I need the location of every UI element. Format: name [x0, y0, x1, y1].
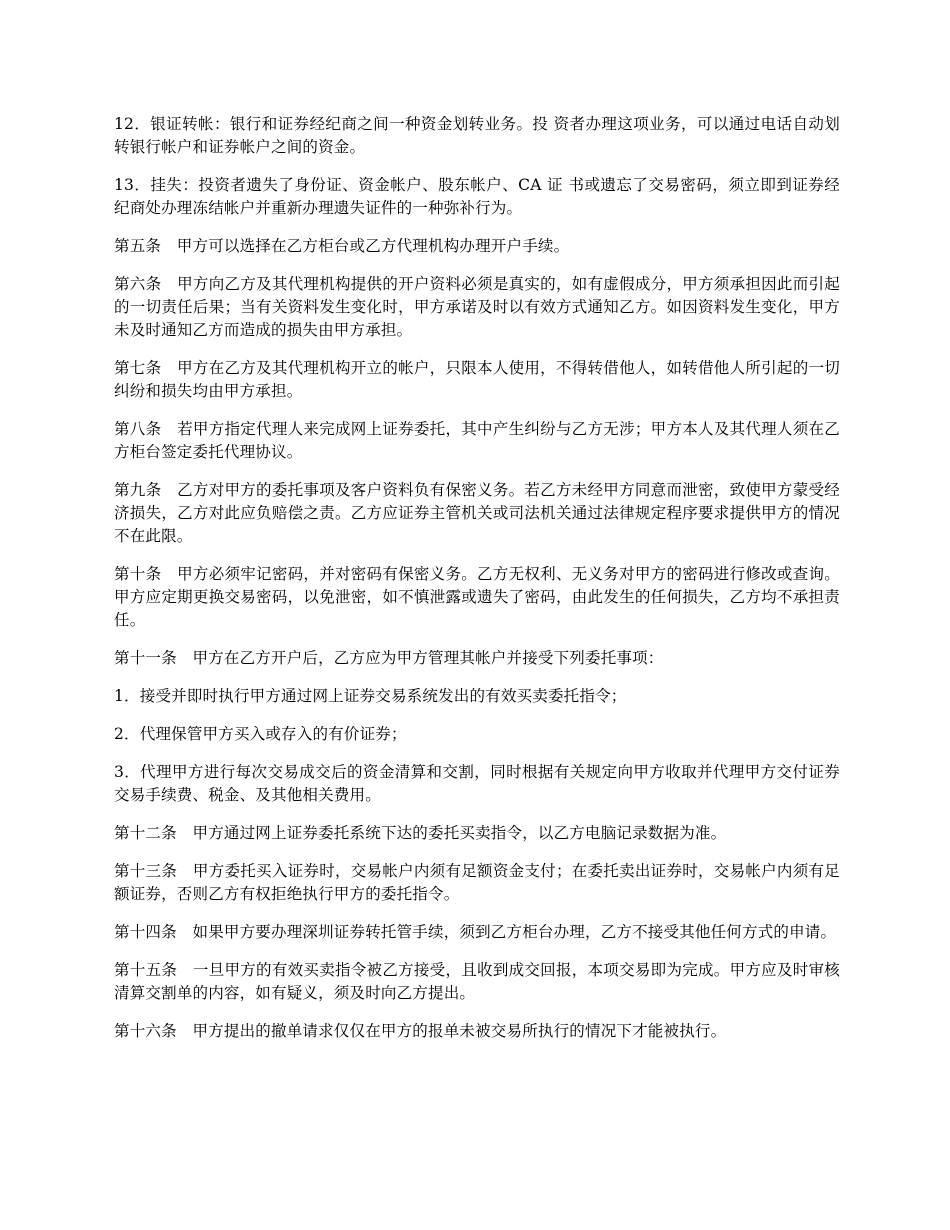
- paragraph-list-item-3: 3．代理甲方进行每次交易成交后的资金清算和交割，同时根据有关规定向甲方收取并代理甲方交付证券交易手续费、税金、及其他相关费用。: [114, 763, 840, 804]
- paragraph-article-14: 第十四条 如果甲方要办理深圳证券转托管手续，须到乙方柜台办理，乙方不接受其他任何方式的申请。: [114, 923, 837, 941]
- paragraph-list-item-2: 2．代理保管甲方买入或存入的有价证券；: [114, 725, 407, 743]
- paragraph-article-8: 第八条 若甲方指定代理人来完成网上证券委托，其中产生纠纷与乙方无涉；甲方本人及其代理人须在乙方柜台签定委托代理协议。: [114, 420, 840, 461]
- paragraph-article-5: 第五条 甲方可以选择在乙方柜台或乙方代理机构办理开户手续。: [114, 237, 570, 255]
- paragraph-article-7: 第七条 甲方在乙方及其代理机构开立的帐户，只限本人使用，不得转借他人，如转借他人所引起的一切纠纷和损失均由甲方承担。: [114, 359, 840, 400]
- paragraph-list-item-1: 1．接受并即时执行甲方通过网上证券交易系统发出的有效买卖委托指令；: [114, 687, 627, 705]
- paragraph-article-11: 第十一条 甲方在乙方开户后，乙方应为甲方管理其帐户并接受下列委托事项：: [114, 649, 664, 667]
- paragraph-item-12-bank-transfer: 12．银证转帐：银行和证券经纪商之间一种资金划转业务。投 资者办理这项业务，可以通过电话自动划转银行帐户和证券帐户之间的资金。: [114, 115, 840, 156]
- paragraph-article-16: 第十六条 甲方提出的撤单请求仅仅在甲方的报单未被交易所执行的情况下才能被执行。: [114, 1022, 727, 1040]
- paragraph-article-12: 第十二条 甲方通过网上证券委托系统下达的委托买卖指令，以乙方电脑记录数据为准。: [114, 824, 727, 842]
- paragraph-article-6: 第六条 甲方向乙方及其代理机构提供的开户资料必须是真实的，如有虚假成分，甲方须承担因此而引起的一切责任后果；当有关资料发生变化时，甲方承诺及时以有效方式通知乙方。如因资料发生变化，甲方未及时通知乙方而造成的损失由甲方承担。: [114, 275, 840, 339]
- paragraph-item-13-report-loss: 13．挂失：投资者遗失了身份证、资金帐户、股东帐户、CA 证 书或遗忘了交易密码，须立即到证券经纪商处办理冻结帐户并重新办理遗失证件的一种弥补行为。: [114, 176, 840, 217]
- paragraph-article-10: 第十条 甲方必须牢记密码，并对密码有保密义务。乙方无权利、无义务对甲方的密码进行修改或查询。甲方应定期更换交易密码，以免泄密，如不慎泄露或遗失了密码，由此发生的任何损失，乙方均不承担责任。: [114, 565, 840, 629]
- paragraph-article-13: 第十三条 甲方委托买入证券时，交易帐户内须有足额资金支付；在委托卖出证券时，交易帐户内须有足额证券，否则乙方有权拒绝执行甲方的委托指令。: [114, 862, 840, 903]
- paragraph-article-15: 第十五条 一旦甲方的有效买卖指令被乙方接受，且收到成交回报，本项交易即为完成。甲方应及时审核清算交割单的内容，如有疑义，须及时向乙方提出。: [114, 961, 840, 1002]
- document-page: [114, 113, 840, 1058]
- paragraph-article-9: 第九条 乙方对甲方的委托事项及客户资料负有保密义务。若乙方未经甲方同意而泄密，致使甲方蒙受经济损失，乙方对此应负赔偿之责。乙方应证券主管机关或司法机关通过法律规定程序要求提供甲方的情况不在此限。: [114, 481, 840, 545]
